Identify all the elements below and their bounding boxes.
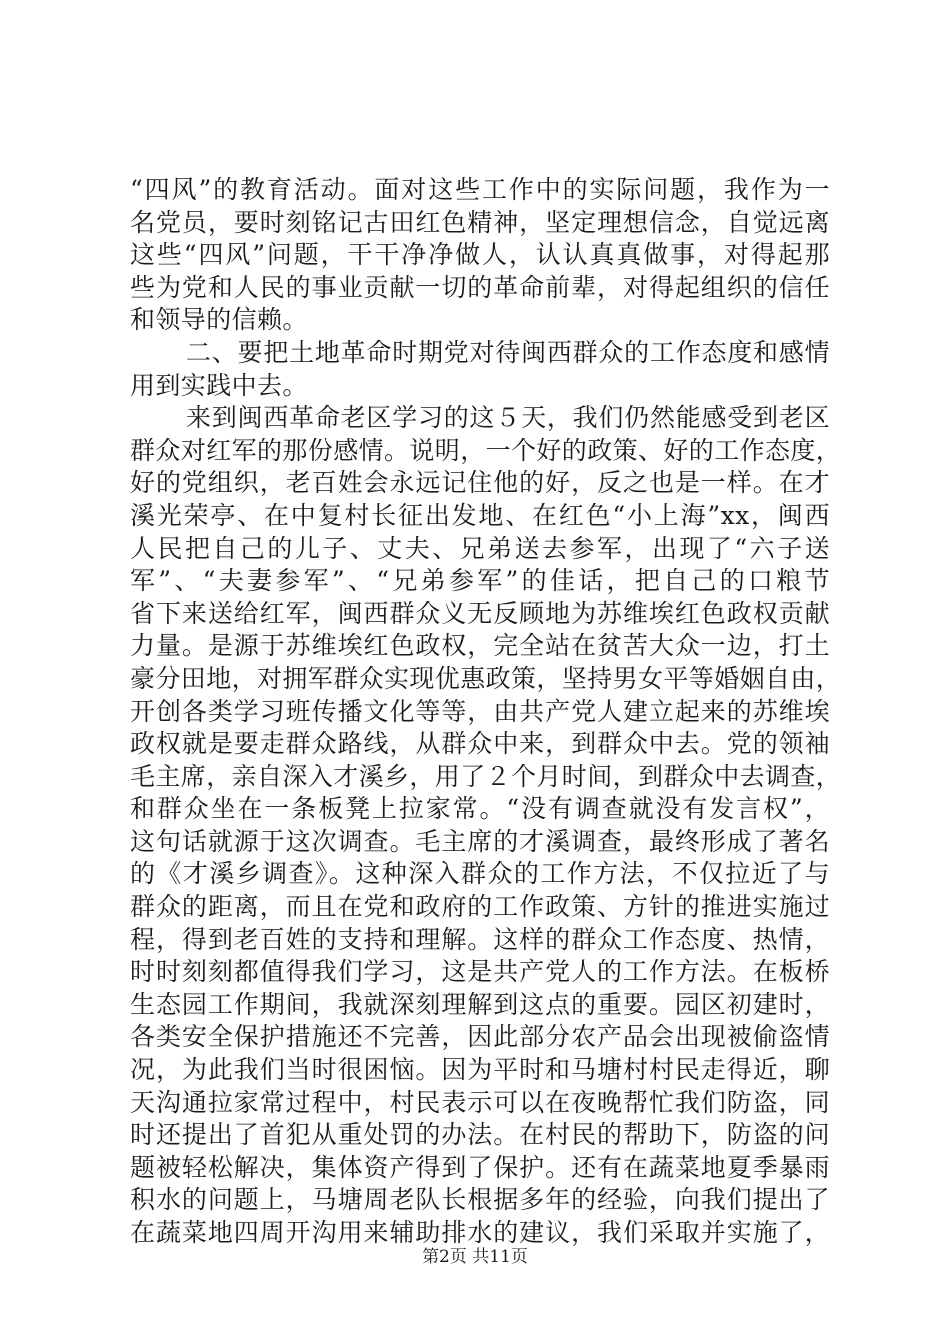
text-line: 时时刻刻都值得我们学习，这是共产党人的工作方法。在板桥 [130, 957, 830, 987]
text-line: 力量。是源于苏维埃红色政权，完全站在贫苦大众一边，打土 [130, 631, 830, 661]
text-line: 毛主席，亲自深入才溪乡，用了２个月时间，到群众中去调查， [130, 761, 842, 791]
text-line: 开创各类学习班传播文化等等，由共产党人建立起来的苏维埃 [130, 696, 830, 726]
text-line: “四风”的教育活动。面对这些工作中的实际问题，我作为一 [130, 175, 830, 204]
text-line: 生态园工作期间，我就深刻理解到这点的重要。园区初建时， [130, 989, 830, 1019]
text-line: 题被轻松解决，集体资产得到了保护。还有在蔬菜地夏季暴雨 [130, 1152, 830, 1182]
text-line: 和领导的信赖。 [130, 305, 308, 335]
text-line: 豪分田地，对拥军群众实现优惠政策，坚持男女平等婚姻自由， [130, 663, 842, 693]
text-line: 军”、“夫妻参军”、“兄弟参军”的佳话，把自己的口粮节 [130, 566, 830, 596]
text-line: 积水的问题上，马塘周老队长根据多年的经验，向我们提出了 [130, 1185, 830, 1215]
text-line: 这句话就源于这次调查。毛主席的才溪调查，最终形成了著名 [130, 826, 830, 856]
text-line: 来到闽西革命老区学习的这５天，我们仍然能感受到老区 [186, 403, 830, 433]
text-line: 各类安全保护措施还不完善，因此部分农产品会出现被偷盗情 [130, 1022, 830, 1052]
document-body [130, 174, 842, 1250]
text-line: 天沟通拉家常过程中，村民表示可以在夜晚帮忙我们防盗，同 [130, 1087, 830, 1117]
text-line: 名党员，要时刻铭记古田红色精神，坚定理想信念，自觉远离 [130, 207, 830, 237]
text-line: 好的党组织，老百姓会永远记住他的好，反之也是一样。在才 [130, 468, 830, 498]
text-line: 溪光荣亭、在中复村长征出发地、在红色“小上海”xx，闽西 [130, 500, 830, 530]
text-line: 群众对红军的那份感情。说明，一个好的政策、好的工作态度， [130, 435, 842, 465]
text-line: 些为党和人民的事业贡献一切的革命前辈，对得起组织的信任 [130, 272, 830, 302]
section-heading-line: 二、要把土地革命时期党对待闽西群众的工作态度和感情 [186, 337, 830, 367]
text-line: 这些“四风”问题，干干净净做人，认认真真做事，对得起那 [130, 240, 830, 270]
text-line: 时还提出了首犯从重处罚的办法。在村民的帮助下，防盗的问 [130, 1120, 830, 1150]
text-line: 人民把自己的儿子、丈夫、兄弟送去参军，出现了“六子送 [130, 533, 830, 563]
text-line: 的《才溪乡调查》。这种深入群众的工作方法，不仅拉近了与 [130, 859, 830, 889]
text-line: 群众的距离，而且在党和政府的工作政策、方针的推进实施过 [130, 892, 830, 922]
text-line: 程，得到老百姓的支持和理解。这样的群众工作态度、热情， [130, 924, 830, 954]
text-line: 和群众坐在一条板凳上拉家常。“没有调查就没有发言权”， [130, 794, 830, 824]
page-number-footer: 第2页 共11页 [422, 1247, 528, 1267]
text-line: 政权就是要走群众路线，从群众中来，到群众中去。党的领袖 [130, 729, 830, 759]
section-heading-line: 用到实践中去。 [130, 370, 308, 400]
text-line: 省下来送给红军，闽西群众义无反顾地为苏维埃红色政权贡献 [130, 598, 830, 628]
text-line: 况，为此我们当时很困恼。因为平时和马塘村村民走得近，聊 [130, 1055, 830, 1085]
text-line: 在蔬菜地四周开沟用来辅助排水的建议，我们采取并实施了， [130, 1218, 830, 1247]
